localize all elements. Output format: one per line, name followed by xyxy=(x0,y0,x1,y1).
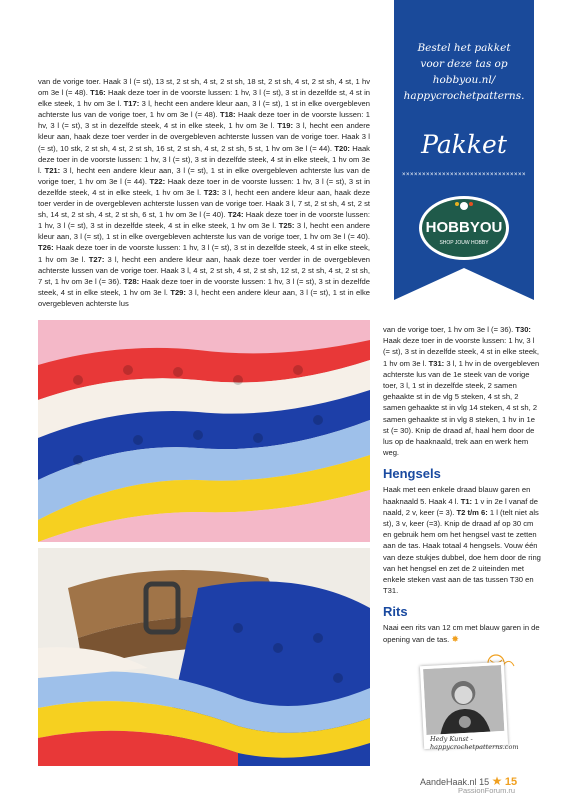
sun-icon: ✸ xyxy=(451,633,459,644)
instruction-text: 3 l, hecht een andere kleur aan, 3 l (= st), 1 st in elke overgebleven achterste lus van de vorige toer, 1 hv om 3e l (= 48). xyxy=(38,99,370,120)
row-label: T22: xyxy=(149,176,166,186)
instruction-text: Haak deze toer in de voorste lussen: 1 hv, 3 l (= st), 3 st in dezelfde steek, 4 st in elke steek, 1 hv om 3e l. xyxy=(38,243,370,264)
row-label: T17: xyxy=(123,99,140,109)
banner-link[interactable]: happycrochetpatterns. xyxy=(403,90,525,102)
row-label: T27: xyxy=(88,254,105,264)
caption-name: Hedy Kunst - xyxy=(430,735,473,743)
instruction-text: 3 l, hecht een andere kleur aan, 3 l (= st), 1 st in elke overgebleven achterste lus xyxy=(38,287,370,308)
instruction-text: 1 l (telt niet als st), 3 v, keer (=3). Knip de draad af op 30 cm en gebruik hem om het hengsel vast te zetten aan de tas. Haak totaal 4 hengsels. Vouw één van deze stukjes dubbel, doe hem door de ring van het hengsel en zet de 2 uiteinden met enkele steken vast aan de tas tussen T30 en T31. xyxy=(383,507,541,596)
row-label: T21: xyxy=(44,165,61,175)
finishing-paragraph xyxy=(383,324,541,458)
instruction-text: 3 l, hecht een andere kleur aan, 3 l (= st), 1 st in elke overgebleven achterste lus van de vorige toer, 1 hv om 3e l (= 44). xyxy=(38,165,370,186)
crochet-bag-photo xyxy=(38,548,370,766)
instruction-text: Haak deze toer in de voorste lussen: 1 hv, 3 l (= st), 3 st in dezelfde steek, 4 st in elke steek, 1 hv om 3e l. xyxy=(383,336,539,368)
instruction-text: 1 v in 2e l vanaf de naald, 2 v, keer (= 3). xyxy=(383,496,538,517)
instruction-text: 3 l, hecht een andere kleur aan, haak deze toer verder in de overgebleven achterste lussen van de vorige toer. Haak 3 l (= st), 10 stk, 2 st sh, 4 st, 2 st sh, 16 st, 2 st sh, 4 st, 2 st sh, 5 st, 1 hv om 3e l (= 44). xyxy=(38,121,370,153)
row-label: T23: xyxy=(203,187,220,197)
row-label: T25: xyxy=(278,221,295,231)
rits-paragraph xyxy=(383,622,541,644)
caption-website[interactable]: happycrochetpatterns.com xyxy=(430,743,519,751)
section-heading-rits: Rits xyxy=(383,604,408,620)
instruction-text: 3 l, 1 hv in de overgebleven achterste lus van de 1e steek van de vorige toer, 3 l, 1 st in dezelfde steek, 2 samen gehaakte st in de vlg 5 steken, 4 st sh, 2 samen gehaakte st in vlg 14 steken, 4 st sh, 2 samen gehaakte st in vlg 8 steken, 1 hv in 1e st (= 30). Knip de draad af, haal hem door de lus op de haaknaald, trek aan en werk hem weg. xyxy=(383,358,540,458)
hobbyou-logo xyxy=(417,194,511,262)
row-label: T18: xyxy=(219,110,236,120)
instruction-text: 3 l, hecht een andere kleur aan, 3 l (= st), 1 st in elke overgebleven achterste lus van de vorige toer, 1 hv om 3e l (= 40). xyxy=(38,221,370,242)
section-heading-hengsels: Hengsels xyxy=(383,466,441,482)
row-label: T29: xyxy=(170,287,186,297)
instruction-text: Haak deze toer in de voorste lussen: 1 hv, 3 l (= st), 3 st in dezelfde steek, 4 st in elke steek, 1 hv om 3e l. xyxy=(38,210,370,231)
row-label: T1: xyxy=(460,496,473,506)
instruction-text: Haak deze toer in de voorste lussen: 1 hv, 3 l (= st), 3 st in dezelfde steek, 4 st in elke steek, 1 hv om 3e l. xyxy=(38,110,370,131)
row-label: T31: xyxy=(428,358,445,368)
instruction-text: Haak deze toer in de voorste lussen: 1 hv, 3 l (= st), 3 st in dezelfde steek, 4 st in elke steek, 1 hv om 3e l. xyxy=(38,276,370,297)
banner-link[interactable]: hobbyou.nl/ xyxy=(432,74,496,86)
row-label: T30: xyxy=(515,325,531,334)
logo-name: HOBBYOU xyxy=(425,219,503,236)
banner-line: Bestel het pakket xyxy=(417,42,511,54)
row-label: T26: xyxy=(38,243,54,253)
instruction-text: Naai een rits van 12 cm met blauw garen in de opening van de tas. xyxy=(383,623,540,644)
banner-text xyxy=(394,40,534,104)
instruction-text: van de vorige toer, 1 hv om 3e l (= 36). xyxy=(383,325,516,334)
row-label: T24: xyxy=(227,210,244,220)
banner-title: Pakket xyxy=(421,130,507,159)
watermark: PassionForum.ru xyxy=(458,786,516,795)
row-label: T16: xyxy=(90,88,106,98)
instructions-text xyxy=(38,76,370,309)
page-number-small: 15 xyxy=(479,777,490,787)
hengsels-paragraph xyxy=(383,484,541,596)
instruction-text: 3 l, hecht een andere kleur aan, haak deze toer verder in de overgebleven achterste lussen van de vorige toer. Haak 3 l, 4 st, 2 st sh, 4 st, 2 st sh, 12 st, 2 st sh, 4 st, 2 st sh, 7 st, 1 hv om 3e l (= 36). xyxy=(38,254,370,286)
decorative-x-divider: ××××××××××××××××××××××××××××××× xyxy=(401,172,527,178)
page-number: 15 xyxy=(504,776,518,788)
crochet-photo-closeup xyxy=(38,320,370,542)
instruction-text: Haak deze toer in de voorste lussen: 1 hv, 3 l (= st), 3 st in dezelfde st, 4 st in elke steek, 1 hv om 3e l. xyxy=(38,88,370,109)
portrait-caption xyxy=(430,735,530,751)
instruction-text: Haak deze toer in de voorste lussen: 1 hv, 3 l (= st), 3 st in dezelfde steek, 4 st in elke steek, 1 hv om 3e l. xyxy=(38,176,370,197)
row-label: T20: xyxy=(334,143,350,153)
banner-line: voor deze tas op xyxy=(420,58,508,70)
row-label: T28: xyxy=(123,276,140,286)
instruction-text: 3 l, hecht een andere kleur aan, haak deze toer verder in de overgebleven achterste lussen van de vorige toer. Haak 3 l, 7 st, 2 st sh, 4 st, 2 st sh, 14 st, 2 st sh, 4 st, 2 st sh, 6 st, 1 hv om 3e l (= 40). xyxy=(38,187,370,220)
instruction-text: van de vorige toer. Haak 3 l (= st), 13 st, 2 st sh, 4 st, 2 st sh, 18 st, 2 st sh, 4 st, 2 st sh, 4 st, 1 hv om 3e l (= 48). xyxy=(38,77,370,98)
instruction-text: Haak met een enkele draad blauw garen en haaknaald 5. Haak 4 l. xyxy=(383,485,531,506)
footer-site[interactable]: AandeHaak.nl xyxy=(420,777,477,787)
star-icon: ★ xyxy=(491,774,503,788)
instruction-text: Haak deze toer in de voorste lussen: 1 hv, 3 l (= st), 3 st in dezelfde steek, 4 st in elke steek, 1 hv om 3e l. xyxy=(38,143,370,175)
logo-tagline: SHOP JOUW HOBBY xyxy=(439,240,489,246)
row-label: T2 t/m 6: xyxy=(456,507,488,517)
promo-banner xyxy=(394,0,534,300)
row-label: T19: xyxy=(277,121,294,131)
right-column xyxy=(383,324,541,645)
